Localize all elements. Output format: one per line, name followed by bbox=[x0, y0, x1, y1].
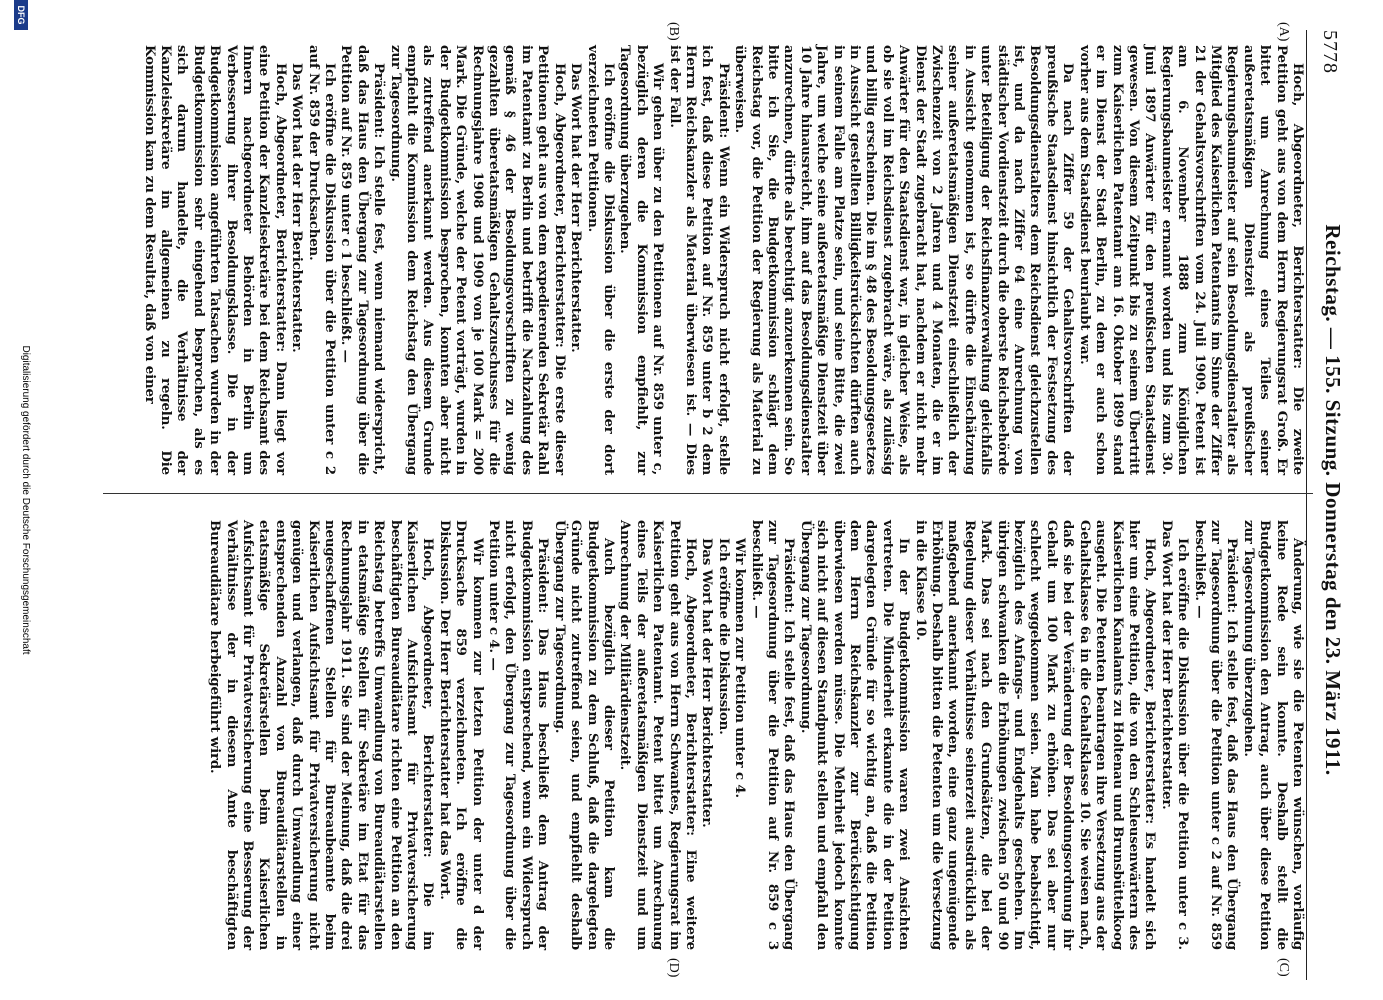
right-column-paragraph: Ich eröffne die Diskussion über die Petition unter c 3. Das Wort hat der Herr Berichterstatter. bbox=[1158, 520, 1191, 950]
right-column-paragraph: Präsident: Ich stelle fest, daß das Haus den Übergang zur Tagesordnung über die Petition unter c 2 auf Nr. 859 beschließt. — bbox=[1191, 520, 1240, 950]
left-column-paragraph: Hoch, Abgeordneter, Berichterstatter: Die erste dieser Petitionen geht aus von dem expedierenden Sekretär Rahl im Patentamt zu Berlin und betrifft die Nachzahlung des gemäß § 46 der Besoldungsvorschriften zu wenig gezahlten überetatsmäßigen Gehaltszuschusses für die Rechnungsjahre 1908 und 1909 von je 100 Mark = 200 Mark. Die Gründe, welche der Petent vorträgt, wurden in der Budgetkommission besprochen, konnten aber nicht als zutreffend anerkannt werden. Aus diesem Grunde empfiehlt die Kommission dem Reichstag den Übergang zur Tagesordnung. bbox=[387, 45, 567, 475]
page-number: 5778 bbox=[1319, 30, 1341, 74]
right-column-paragraph: Auch bezüglich dieser Petition kam die Budgetkommission zu dem Schluß, daß die dargelegten Gründe nicht zutreffend seien, und empfiehlt deshalb Übergang zur Tagesordnung. bbox=[551, 520, 616, 950]
right-column-paragraph: Änderung, wie sie die Petenten wünschen, vorläufig keine Rede sein konnte. Deshalb stellt die Budgetkommission den Antrag, auch über diese Petition zur Tagesordnung überzugehen. bbox=[1240, 520, 1305, 950]
right-column-paragraph: Hoch, Abgeordneter, Berichterstatter: Es handelt sich hier um eine Petition, die von den Schleusenwärtern des Kaiserlichen Kanalamts zu Holtenau und Brunsbüttelkoog ausgeht. Die Petenten beantragen ihre Versetzung aus der Gehaltsklasse 6a in die Gehaltsklasse 10. Sie weisen nach, daß sie bei der Veränderung der Besoldungsordnung ihr Gehalt um 100 Mark zu erhöhen. Das sei aber nur schlecht weggekommen seien. Man habe beabsichtigt, bezüglich des Anfangs- und Endgehalts geschehen. Im übrigen schwanken die Erhöhungen zwischen 50 und 90 Mark. Das sei nach den Grundsätzen, die bei der Regelung dieser Verhältnisse seinerzeit ausdrücklich als maßgebend anerkannt worden, eine ganz ungenügende Erhöhung. Deshalb bitten die Petenten um die Versetzung in die Klasse 10. bbox=[912, 520, 1158, 950]
margin-marker-c: (C) bbox=[1276, 958, 1291, 977]
right-column-paragraph: Wir kommen zur Petition unter c 4. bbox=[732, 538, 748, 798]
left-column-paragraph: Ich eröffne die Diskussion über die erste der dort verzeichneten Petitionen. bbox=[584, 45, 616, 475]
right-column-paragraph: Ich eröffne die Diskussion. bbox=[715, 538, 731, 735]
left-column-paragraph: Da nach Ziffer 59 der Gehaltsvorschriften der preußische Staatsdienst hinsichtlich der Festsetzung des Besoldungsdienstalters dem Reichsdienst gleichzustellen ist, und da nach Ziffer 64 eine Anrechnung von städtischer Vordienstzeit durch die oberste Reichsbehörde unter Beteiligung der Reichsfinanzverwaltung gleichfalls in Aussicht genommen ist, so dürfte die Einschätzung seiner außeretatsmäßigen Dienstzeit einschließlich der Zwischenzeit von 2 Jahren und 4 Monaten, die er im Dienst der Stadt zugebracht hat, nachdem er nicht mehr Anwärter für den Staatsdienst war, in gleicher Weise, als ob sie voll im Reichsdienst zugebracht wäre, als zulässig und billig erscheinen. Die im § 48 des Besoldungsgesetzes in Aussicht gestellten Billigkeitsrücksichten dürften auch in seinem Falle am Platze sein, und seine Bitte, die zwei Jahre, um welche seine außeretatsmäßige Dienstzeit über 10 Jahre hinausreicht, ihm auf das Besoldungsdienstalter anzurechnen, dürfte als berechtigt anzuerkennen sein. So bitte ich Sie, die Budgetkommission schlägt dem Reichstag vor, die Petition der Regierung als Material zu überweisen. bbox=[732, 45, 1076, 475]
right-column-paragraph: Präsident: Das Haus beschließt dem Antrag der Budgetkommission entsprechend, wenn ein Widerspruch nicht erfolgt, den Übergang zur Tagesordnung über die Petition unter c 4. — bbox=[486, 520, 551, 950]
left-column-paragraph: Hoch, Abgeordneter, Berichterstatter: Die zweite Petition geht aus von dem Herrn Regierungsrat Groß. Er bittet um Anrechnung eines Teiles seiner außeretatsmäßigen Dienstzeit als preußischer Regierungsbaumeister auf sein Besoldungsdienstalter als Mitglied des Kaiserlichen Patentamts im Sinne der Ziffer 21 der Gehaltsvorschriften vom 24. Juli 1909. Petent ist am 6. November 1888 zum Königlichen Regierungsbaumeister ernannt worden und bis zum 30. Juni 1897 Anwärter für den preußischen Staatsdienst gewesen. Von diesem Zeitpunkt bis zu seinem Übertritt zum Kaiserlichen Patentamt am 16. Oktober 1899 stand er im Dienst der Stadt Berlin, zu dem er auch schon vorher aus dem Staatsdienst beurlaubt war. bbox=[1076, 45, 1305, 475]
left-column-paragraph: Ich eröffne die Diskussion über die Petition unter c 2 auf Nr. 859 der Drucksachen. bbox=[305, 45, 338, 475]
margin-marker-a: (A) bbox=[1276, 22, 1291, 42]
left-column-paragraph: Hoch, Abgeordneter, Berichterstatter: Dann liegt vor eine Petition der Kanzleisekretäre bei dem Reichsamt des Innern nachgeordneter Behörden in Berlin um Verbesserung ihrer Besoldungsklasse. Die in der Budgetkommission angeführten Tatsachen wurden in der Budgetkommission sehr eingehend besprochen, als es sich darum handelte, die Verhältnisse der Kanzleisekretäre im allgemeinen zu regeln. Die Kommission kam zu dem Resultat, daß von einer bbox=[141, 45, 288, 475]
left-column-paragraph: Das Wort hat der Herr Berichterstatter. bbox=[289, 63, 305, 353]
margin-marker-d: (D) bbox=[666, 958, 681, 978]
right-column-paragraph: Wir kommen zur letzten Petition der unter d der Drucksache 859 verzeichneten. Ich eröffne die Diskussion. Der Herr Berichterstatter hat das Wort. bbox=[436, 520, 485, 950]
digitization-note: Digitalisierung gefördert durch die Deutsche Forschungsgemeinschaft bbox=[20, 345, 31, 655]
left-column-paragraph: Wir gehen über zu den Petitionen auf Nr. 859 unter c, bezüglich deren die Kommission empfiehlt, zur Tagesordnung überzugehen. bbox=[617, 45, 666, 475]
column-divider bbox=[103, 493, 1313, 494]
page-header bbox=[1303, 0, 1363, 1000]
right-column-paragraph: Hoch, Abgeordneter, Berichterstatter: Eine weitere Petition geht aus von Herrn Schwantes, Regierungsrat im Kaiserlichen Patentamt. Petent bittet um Anrechnung eines Teils der außeretatsmäßigen Dienstzeit und um Anrechnung der Militärdienstzeit. bbox=[617, 520, 698, 950]
margin-marker-b: (B) bbox=[666, 22, 681, 41]
right-column-paragraph: Präsident: Ich stelle fest, daß das Haus den Übergang zur Tagesordnung über die Petition auf Nr. 859 c 3 beschließt. — bbox=[748, 520, 797, 950]
right-column-paragraph: In der Budgetkommission waren zwei Ansichten vertreten. Die Minderheit erkannte die in der Petition dargelegten Gründe für so wichtig an, daß die Petition dem Herrn Reichskanzler zur Berücksichtigung überwiesen werden müsse. Die Mehrheit jedoch konnte sich nicht auf diesen Standpunkt stellen und empfahl den Übergang zur Tagesordnung. bbox=[797, 520, 912, 950]
page-title: Reichstag. — 155. Sitzung. Donnerstag den 23. März 1911. bbox=[1321, 224, 1345, 776]
left-text-column bbox=[140, 45, 1305, 475]
right-column-paragraph: Das Wort hat der Herr Berichterstatter. bbox=[699, 538, 715, 828]
right-text-column bbox=[206, 520, 1305, 950]
header-rule bbox=[1306, 30, 1307, 980]
left-column-paragraph: Präsident: Ich stelle fest, wenn niemand widerspricht, daß das Haus den Übergang zur Tagesordnung über die Petition auf Nr. 859 unter c 1 beschließt. — bbox=[338, 45, 387, 475]
dfg-logo: DFG bbox=[14, 0, 28, 30]
right-column-paragraph: Hoch, Abgeordneter, Berichterstatter: Die im Kaiserlichen Aufsichtsamt für Privatversicherung beschäftigten Bureaudiätare richten eine Petition an den Reichstag betreffs Umwandlung von Bureaudiätarstellen in etatsmäßige Stellen für Sekretäre im Etat für das Rechnungsjahr 1911. Sie sind der Meinung, daß die drei neugeschaffenen Stellen für Bureaubeamte beim Kaiserlichen Aufsichtsamt für Privatversicherung nicht genügen und verlangen, daß durch Umwandlung einer entsprechenden Anzahl von Bureaudiätarstellen in etatsmäßige Sekretärstellen beim Kaiserlichen Aufsichtsamt für Privatversicherung eine Besserung der Verhältnisse der in diesem Amte beschäftigten Bureaudiätare herbeigeführt wird. bbox=[207, 520, 436, 950]
left-column-paragraph: Präsident: Wenn ein Widerspruch nicht erfolgt, stelle ich fest, daß diese Petition auf Nr. 859 unter b 2 dem Herrn Reichskanzler als Material überwiesen ist. — Dies ist der Fall. bbox=[666, 45, 731, 475]
left-column-paragraph: Das Wort hat der Herr Berichterstatter. bbox=[568, 63, 584, 353]
